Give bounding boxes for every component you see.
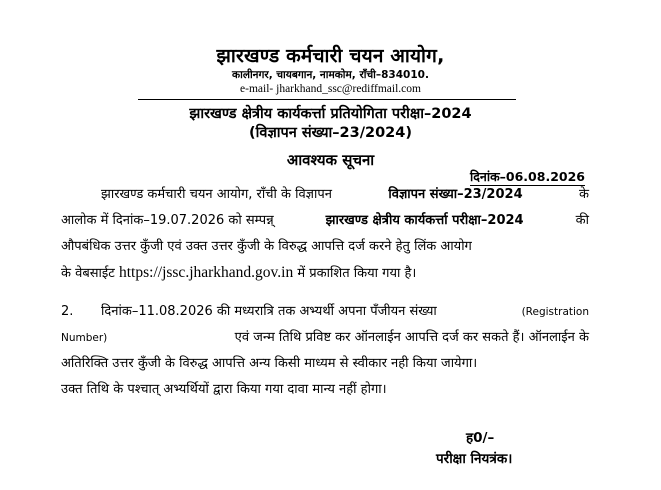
paragraph-2-line-2 <box>61 325 589 351</box>
p1-advertisement-ref: विज्ञापन संख्या–23/2024 <box>388 187 523 202</box>
website-link[interactable]: https://jssc.jharkhand.gov.in <box>119 264 294 281</box>
p1-l4-text: के वेबसाईट <box>61 266 115 281</box>
p1-l4-end: में प्रकाशित किया गया है। <box>297 266 417 281</box>
organization-name: झारखण्ड कर्मचारी चयन आयोग, <box>216 45 445 67</box>
p2-number-en: Number) <box>61 332 108 344</box>
header-divider <box>138 99 516 100</box>
signature-mark: ह0/– <box>466 430 495 446</box>
paragraph-1-line-4 <box>61 260 589 287</box>
p2-l1-text: दिनांक–11.08.2026 की मध्यरात्रि तक अभ्यर्थी अपना पँजीयन संख्या <box>101 304 437 319</box>
organization-email: e-mail- jharkhand_ssc@rediffmail.com <box>240 83 421 95</box>
p1-l1-text: झारखण्ड कर्मचारी चयन आयोग, राँची के विज्ञापन <box>101 187 332 202</box>
organization-address: कालीनगर, चायबगान, नामकोम, राँची–834010. <box>232 69 429 81</box>
p1-l2-text: आलोक में दिनांक–19.07.2026 को सम्पन्न् <box>61 213 274 228</box>
notice-date: दिनांक–06.08.2026 <box>470 169 585 184</box>
advertisement-number: (विज्ञापन संख्या–23/2024) <box>249 125 412 141</box>
p1-exam-ref: झारखण्ड क्षेत्रीय कार्यकर्त्ता परीक्षा–2024 <box>325 213 524 228</box>
paragraph-1-line-3: औपबंधिक उत्तर कुँजी एवं उक्त उत्तर कुँजी के विरुद्ध आपत्ति दर्ज करने हेतु लिंक आयोग <box>61 239 472 254</box>
paragraph-1-line-1 <box>61 182 589 208</box>
paragraph-2-line-1 <box>61 299 589 325</box>
p1-l1-end: के <box>579 187 589 202</box>
exam-title: झारखण्ड क्षेत्रीय कार्यकर्त्ता प्रतियोगिता परीक्षा–2024 <box>189 106 472 122</box>
paragraph-2 <box>61 299 589 403</box>
p2-line-1-left <box>61 299 437 325</box>
paragraph-2-line-4: उक्त तिथि के पश्चात् अभ्यर्थियों द्वारा किया गया दावा मान्य नहीं होगा। <box>61 382 387 397</box>
paragraph-1-line-2 <box>61 208 589 234</box>
p2-registration-en: (Registration <box>521 306 589 318</box>
notice-heading: आवश्यक सूचना <box>286 151 375 169</box>
paragraph-1 <box>61 182 589 287</box>
paragraph-2-number: 2. <box>61 304 74 319</box>
signatory-designation: परीक्षा नियत्रंक। <box>436 451 513 467</box>
paragraph-2-line-3: अतिरिक्ति उत्तर कुँजी के विरुद्ध आपत्ति अन्य किसी माध्यम से स्वीकार नही किया जायेगा। <box>61 356 478 371</box>
p1-l2-end: की <box>575 213 589 228</box>
p2-l2-text: एवं जन्म तिथि प्रविष्ट कर ऑनलाईन आपत्ति दर्ज कर सकते हैं। ऑनलाईन के <box>234 330 589 345</box>
